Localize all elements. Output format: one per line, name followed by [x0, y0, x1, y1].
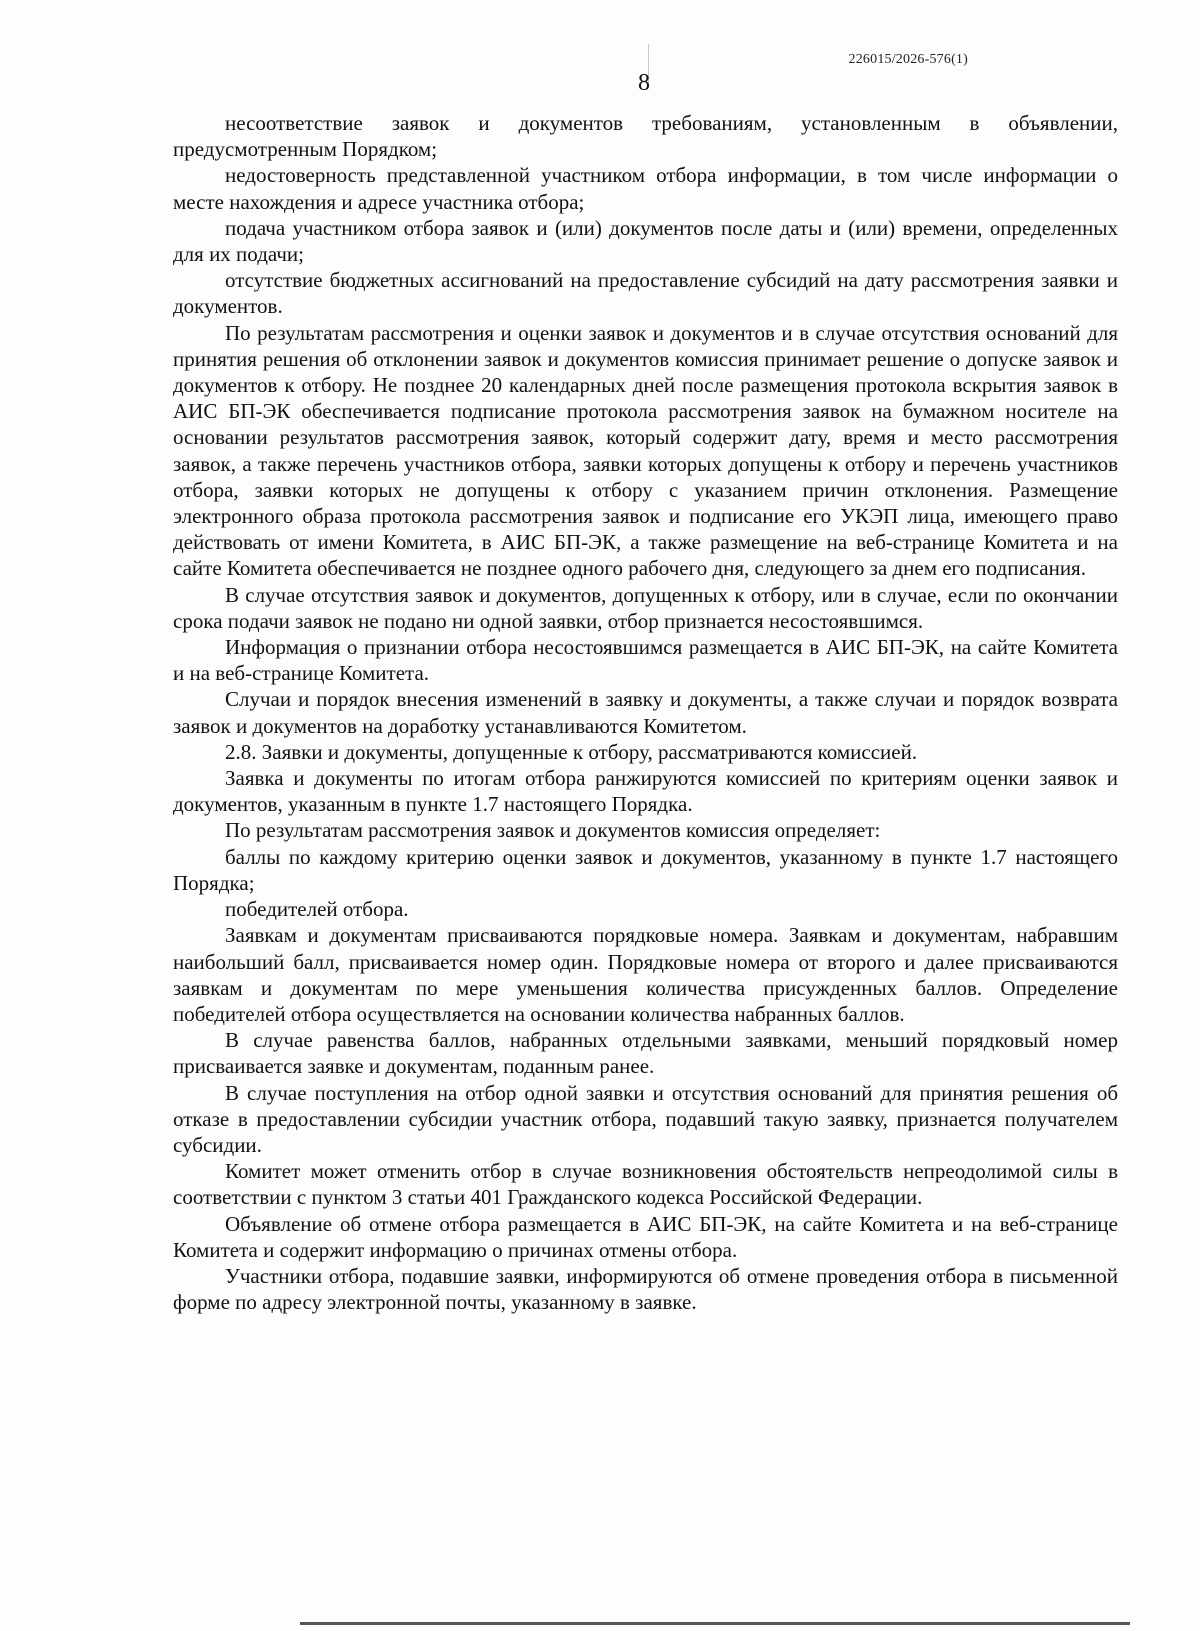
document-body [173, 110, 1118, 1315]
paragraph-amendments: Случаи и порядок внесения изменений в заявку и документы, а также случаи и порядок возврата заявок и документов на доработку устанавливаются Комитетом. [173, 687, 1118, 738]
paragraph-ranking: Заявка и документы по итогам отбора ранжируются комиссией по критериям оценки заявок и документов, указанным в пункте 1.7 настоящего Порядка. [173, 766, 1118, 817]
paragraph-winners: победителей отбора. [225, 897, 409, 922]
paragraph-cancellation-notice: Объявление об отмене отбора размещается в АИС БП-ЭК, на сайте Комитета и на веб-странице Комитета и содержит информацию о причинах отмены отбора. [173, 1211, 1118, 1262]
paragraph-review-results: По результатам рассмотрения и оценки заявок и документов и в случае отсутствия оснований для принятия решения об отклонении заявок и документов комиссия принимает решение о допуске заявок и документов к отбору. Не позднее 20 календарных дней после размещения протокола вскрытия заявок в АИС БП-ЭК обеспечивается подписание протокола рассмотрения заявок на бумажном носителе на основании результатов рассмотрения заявок, который содержит дату, время и место рассмотрения заявок, а также перечень участников отбора, заявки которых допущены к отбору и перечень участников отбора, заявки которых не допущены к отбору с указанием причин отклонения. Размещение электронного образа протокола рассмотрения заявок и подписание его УКЭП лица, имеющего право действовать от имени Комитета, в АИС БП-ЭК, а также размещение на веб-странице Комитета и на сайте Комитета обеспечивается не позднее одного рабочего дня, следующего за днем его подписания. [173, 320, 1118, 581]
paragraph-criteria-mismatch: несоответствие заявок и документов требованиям, установленным в объявлении, предусмотренным Порядком; [173, 111, 1118, 162]
paragraph-participants-informed: Участники отбора, подавшие заявки, информируются об отмене проведения отбора в письменной форме по адресу электронной почты, указанному в заявке. [173, 1263, 1118, 1315]
paragraph-selection-failed: В случае отсутствия заявок и документов, допущенных к отбору, или в случае, если по окончании срока подачи заявок не подано ни одной заявки, отбор признается несостоявшимся. [173, 582, 1118, 633]
paragraph-late-submission: подача участником отбора заявок и (или) документов после даты и (или) времени, определенных для их подачи; [173, 215, 1118, 267]
paragraph-failure-info: Информация о признании отбора несостоявшимся размещается в АИС БП-ЭК, на сайте Комитета и на веб-странице Комитета. [173, 635, 1118, 686]
paragraph-force-majeure: Комитет может отменить отбор в случае возникновения обстоятельств непреодолимой силы в соответствии с пунктом 3 статьи 401 Гражданского кодекса Российской Федерации. [173, 1159, 1118, 1210]
bottom-edge-rule [300, 1622, 1130, 1625]
paragraph-no-budget: отсутствие бюджетных ассигнований на предоставление субсидий на дату рассмотрения заявки и документов. [173, 268, 1118, 319]
paragraph-single-application: В случае поступления на отбор одной заявки и отсутствия оснований для принятия решения об отказе в предоставлении субсидии участник отбора, подавший такую заявку, признается получателем субсидии. [173, 1080, 1118, 1157]
paragraph-equal-scores: В случае равенства баллов, набранных отдельными заявками, меньший порядковый номер присваивается заявке и документам, поданным ранее. [173, 1028, 1118, 1079]
paragraph-section-2-8: 2.8. Заявки и документы, допущенные к отбору, рассматриваются комиссией. [225, 739, 918, 764]
paragraph-ordinal-numbers: Заявкам и документам присваиваются порядковые номера. Заявкам и документам, набравшим наибольший балл, присваивается номер один. Порядковые номера от второго и далее присваиваются заявкам и документам по мере уменьшения количества присужденных баллов. Определение победителей отбора осуществляется на основании количества набранных баллов. [173, 923, 1118, 1026]
paragraph-commission-determines: По результатам рассмотрения заявок и документов комиссия определяет: [225, 818, 881, 843]
page-number: 8 [638, 70, 650, 96]
paragraph-scores: баллы по каждому критерию оценки заявок и документов, указанному в пункте 1.7 настоящего Порядка; [173, 844, 1118, 895]
document-id: 226015/2026-576(1) [848, 52, 968, 67]
paragraph-unreliable-info: недостоверность представленной участником отбора информации, в том числе информации о месте нахождения и адресе участника отбора; [173, 163, 1118, 214]
